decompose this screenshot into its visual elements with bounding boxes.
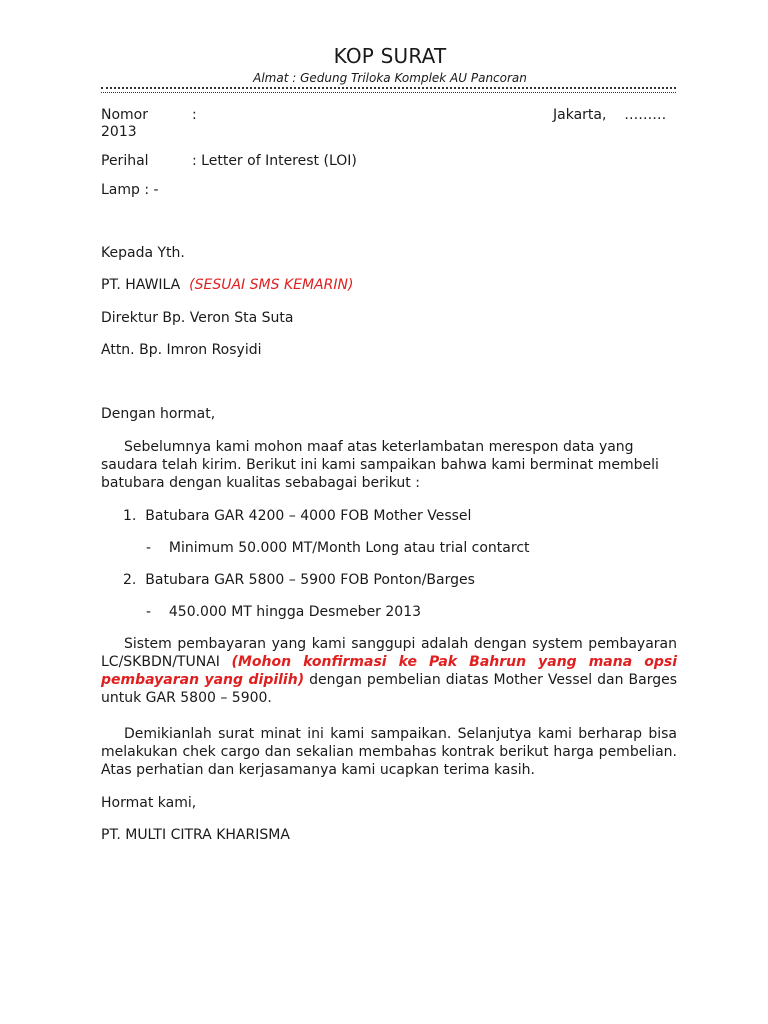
year-line: 2013 bbox=[101, 124, 137, 140]
signature-regards: Hormat kami, bbox=[101, 795, 197, 811]
sub-item-bullet: - bbox=[146, 604, 152, 620]
intro-line-3: batubara dengan kualitas sebabagai berikut : bbox=[101, 475, 420, 491]
closing-line-1: Demikianlah surat minat ini kami sampaikan. Selanjutya kami berharap bisa bbox=[124, 726, 677, 742]
nomor-line bbox=[101, 107, 197, 124]
recipient-company: PT. HAWILA bbox=[101, 277, 181, 293]
sub-item-text: 450.000 MT hingga Desmeber 2013 bbox=[168, 604, 422, 620]
list-item-number: 2. bbox=[123, 572, 137, 588]
payment-line-1: Sistem pembayaran yang kami sanggupi adalah dengan system pembayaran bbox=[124, 636, 677, 652]
payment-line-2 bbox=[101, 653, 677, 671]
payment-note-part-1: (Mohon konfirmasi ke Pak Bahrun yang mana opsi bbox=[231, 654, 677, 670]
letterhead-address: Almat : Gedung Triloka Komplek AU Pancoran bbox=[253, 71, 527, 85]
payment-paragraph bbox=[101, 635, 677, 707]
place-date bbox=[553, 107, 666, 123]
place-date-label: Jakarta, bbox=[553, 107, 607, 123]
signature-company: PT. MULTI CITRA KHARISMA bbox=[101, 827, 290, 843]
recipient-greeting: Kepada Yth. bbox=[101, 245, 185, 261]
letterhead-divider bbox=[101, 87, 676, 93]
sub-item-bullet: - bbox=[146, 540, 152, 556]
recipient-director: Direktur Bp. Veron Sta Suta bbox=[101, 310, 294, 326]
nomor-colon: : bbox=[192, 107, 197, 123]
intro-line-2: saudara telah kirim. Berikut ini kami sampaikan bahwa kami berminat membeli bbox=[101, 457, 659, 473]
recipient-company-note: (SESUAI SMS KEMARIN) bbox=[189, 277, 354, 293]
letterhead-title: KOP SURAT bbox=[333, 44, 447, 68]
perihal-line bbox=[101, 153, 357, 170]
date-dots: ……… bbox=[624, 107, 667, 123]
salutation: Dengan hormat, bbox=[101, 406, 216, 422]
intro-paragraph bbox=[101, 438, 677, 492]
list-item-text: Batubara GAR 4200 – 4000 FOB Mother Vessel bbox=[145, 508, 472, 524]
payment-line-4: untuk GAR 5800 – 5900. bbox=[101, 690, 272, 706]
list-item-1 bbox=[123, 508, 471, 524]
list-item-text: Batubara GAR 5800 – 5900 FOB Ponton/Barges bbox=[145, 572, 475, 588]
closing-line-2: melakukan chek cargo dan sekalian membahas kontrak berikut harga pembelian. bbox=[101, 744, 677, 760]
intro-line-1: Sebelumnya kami mohon maaf atas keterlambatan merespon data yang bbox=[124, 439, 634, 455]
payment-line-3 bbox=[101, 671, 677, 689]
sub-item-1 bbox=[146, 540, 530, 556]
sub-item-text: Minimum 50.000 MT/Month Long atau trial contarct bbox=[168, 540, 530, 556]
closing-line-3: Atas perhatian dan kerjasamanya kami ucapkan terima kasih. bbox=[101, 762, 535, 778]
perihal-label: Perihal bbox=[101, 153, 149, 169]
payment-line-3-text: dengan pembelian diatas Mother Vessel dan Barges bbox=[309, 672, 677, 688]
lamp-line: Lamp : - bbox=[101, 182, 159, 198]
payment-note-part-2: pembayaran yang dipilih) bbox=[101, 672, 305, 688]
payment-method: LC/SKBDN/TUNAI bbox=[101, 654, 220, 670]
recipient-attn: Attn. Bp. Imron Rosyidi bbox=[101, 342, 262, 358]
recipient-company-line bbox=[101, 277, 353, 294]
perihal-value: : Letter of Interest (LOI) bbox=[192, 153, 357, 169]
sub-item-2 bbox=[146, 604, 421, 620]
closing-paragraph bbox=[101, 725, 677, 779]
list-item-2 bbox=[123, 572, 475, 588]
nomor-label: Nomor bbox=[101, 107, 148, 123]
list-item-number: 1. bbox=[123, 508, 137, 524]
